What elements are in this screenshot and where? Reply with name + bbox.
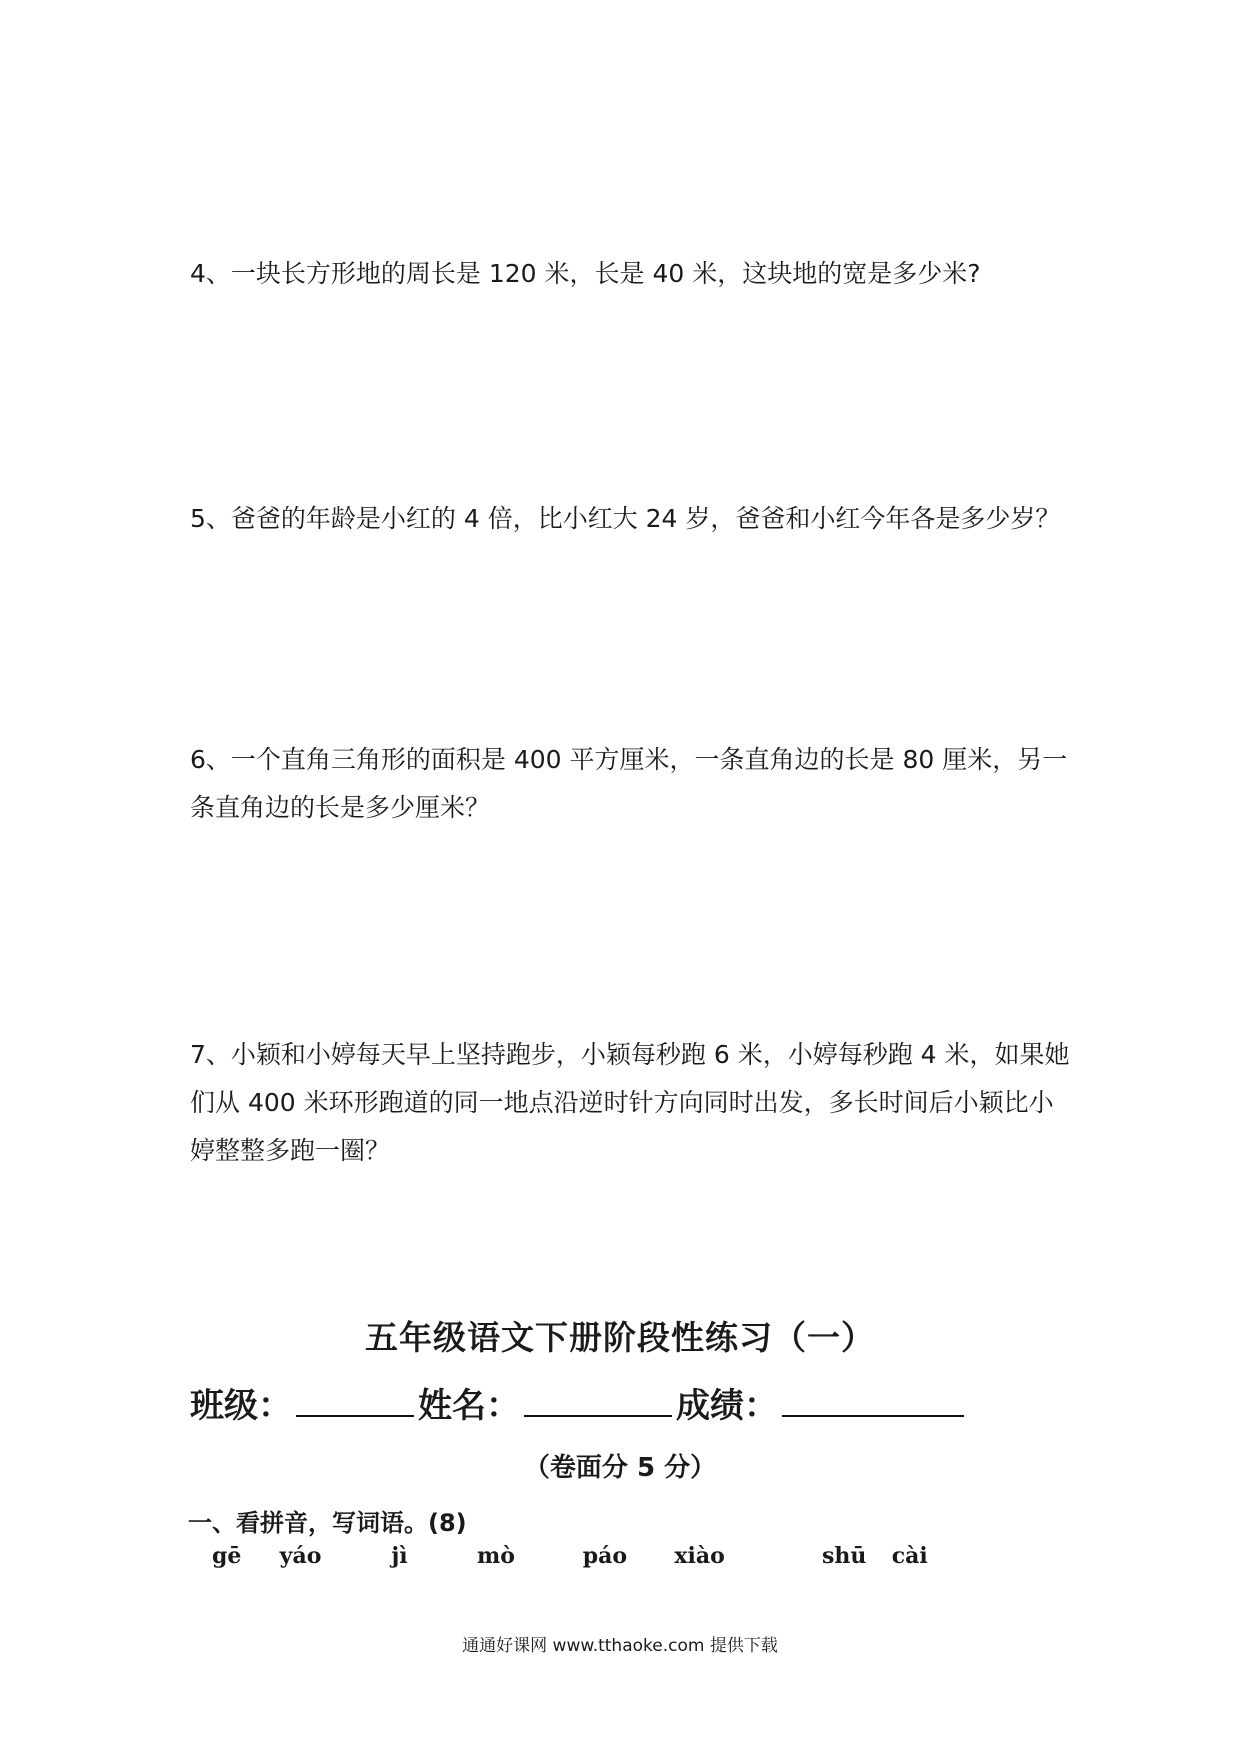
pinyin-item: jì — [391, 1543, 408, 1569]
exam-title: 五年级语文下册阶段性练习（一） — [365, 1318, 875, 1357]
pinyin-item: shū — [822, 1543, 867, 1569]
pinyin-item: xiào — [674, 1543, 725, 1569]
footer-note: 通通好课网 www.tthaoke.com 提供下载 — [462, 1636, 778, 1656]
section-1-heading: 一、看拼音，写词语。(8) — [188, 1509, 467, 1537]
name-blank — [524, 1381, 672, 1417]
class-blank — [296, 1381, 414, 1417]
class-label: 班级： — [190, 1386, 292, 1426]
question-6: 6、一个直角三角形的面积是 400 平方厘米，一条直角边的长是 80 厘米，另一条直角边的长是多少厘米？ — [190, 745, 1068, 822]
pinyin-row — [212, 1543, 928, 1569]
exam-subtitle: （卷面分 5 分） — [523, 1453, 717, 1483]
pinyin-item: yáo — [279, 1543, 322, 1569]
pinyin-item: mò — [477, 1543, 515, 1569]
student-info-line — [190, 1378, 968, 1427]
pinyin-item: gē — [212, 1543, 242, 1569]
pinyin-item: páo — [582, 1543, 627, 1569]
pinyin-item: cài — [891, 1543, 928, 1569]
question-5: 5、爸爸的年龄是小红的 4 倍，比小红大 24 岁，爸爸和小红今年各是多少岁？ — [190, 504, 1061, 533]
name-label: 姓名： — [418, 1386, 520, 1426]
question-4: 4、一块长方形地的周长是 120 米，长是 40 米，这块地的宽是多少米? — [190, 259, 981, 288]
score-blank — [782, 1381, 964, 1417]
question-7: 7、小颖和小婷每天早上坚持跑步，小颖每秒跑 6 米，小婷每秒跑 4 米，如果她们从 400 米环形跑道的同一地点沿逆时针方向同时出发，多长时间后小颖比小婷整整多跑一圈？ — [190, 1040, 1070, 1165]
score-label: 成绩： — [676, 1386, 778, 1426]
